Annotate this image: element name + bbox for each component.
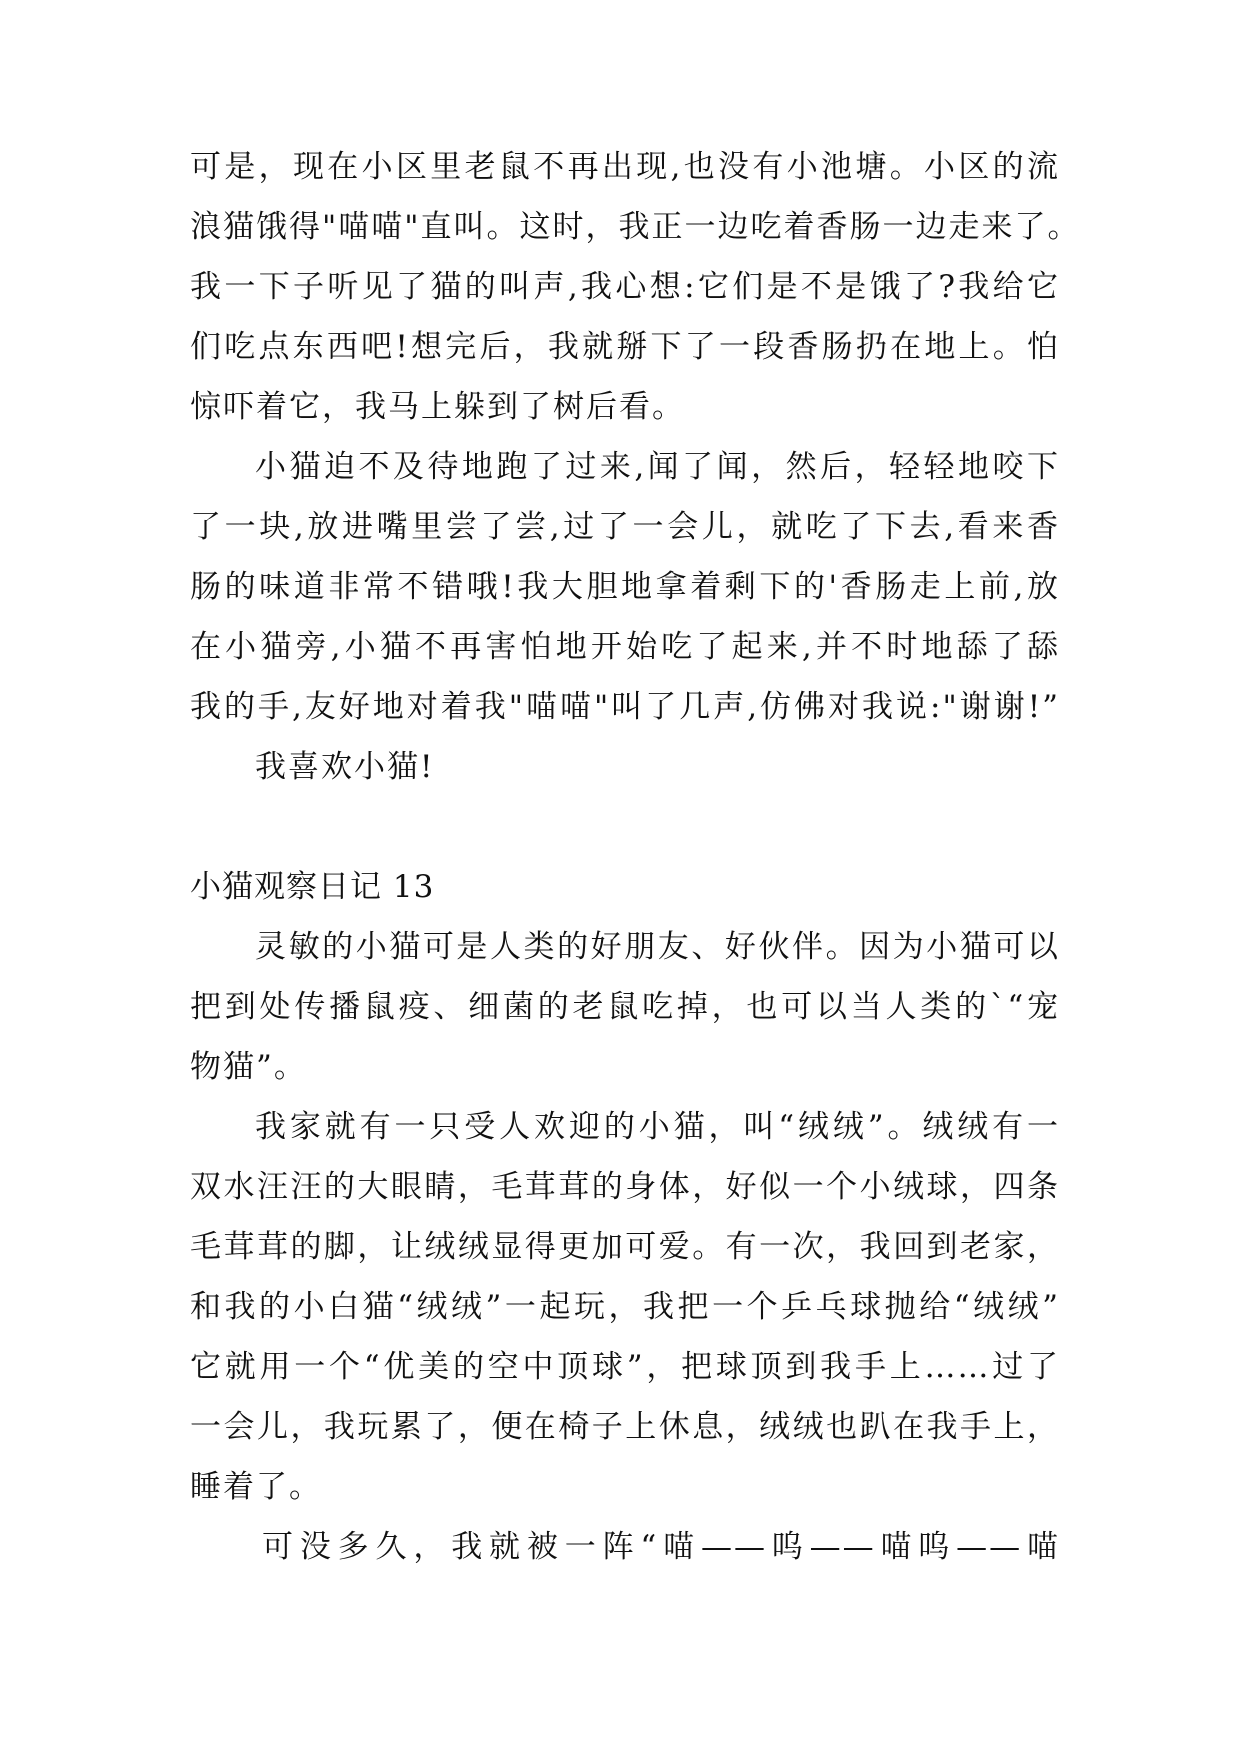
- paragraph-line: 可没多久，我就被一阵“喵——呜——喵呜——喵: [262, 1529, 1060, 1565]
- paragraph-line: 和我的小白猫“绒绒”一起玩，我把一个乒乓球抛给“绒绒”: [190, 1289, 1060, 1325]
- paragraph-line: 在小猫旁,小猫不再害怕地开始吃了起来,并不时地舔了舔: [190, 629, 1060, 665]
- paragraph-line: 它就用一个“优美的空中顶球”，把球顶到我手上……过了: [190, 1349, 1060, 1385]
- paragraph-line: 把到处传播鼠疫、细菌的老鼠吃掉，也可以当人类的`“宠: [190, 989, 1060, 1025]
- paragraph-line: 灵敏的小猫可是人类的好朋友、好伙伴。因为小猫可以: [255, 929, 1060, 965]
- paragraph-line: 物猫”。: [190, 1049, 307, 1085]
- paragraph-line: 了一块,放进嘴里尝了尝,过了一会儿，就吃了下去,看来香: [190, 509, 1060, 545]
- paragraph-line: 小猫迫不及待地跑了过来,闻了闻，然后，轻轻地咬下: [255, 449, 1060, 485]
- paragraph-line: 双水汪汪的大眼睛，毛茸茸的身体，好似一个小绒球，四条: [190, 1169, 1060, 1205]
- paragraph-line: 肠的味道非常不错哦!我大胆地拿着剩下的'香肠走上前,放: [190, 569, 1060, 605]
- paragraph-line: 我一下子听见了猫的叫声,我心想:它们是不是饿了?我给它: [190, 269, 1060, 305]
- paragraph-line: 毛茸茸的脚，让绒绒显得更加可爱。有一次，我回到老家，: [190, 1229, 1060, 1265]
- paragraph-line: 我家就有一只受人欢迎的小猫，叫“绒绒”。绒绒有一: [255, 1109, 1060, 1145]
- paragraph-line: 可是，现在小区里老鼠不再出现,也没有小池塘。小区的流: [190, 149, 1060, 185]
- paragraph-line: 我的手,友好地对着我"喵喵"叫了几声,仿佛对我说:"谢谢!”: [190, 689, 1060, 725]
- section-title: 小猫观察日记 13: [190, 869, 435, 905]
- paragraph-line: 浪猫饿得"喵喵"直叫。这时，我正一边吃着香肠一边走来了。: [190, 209, 1081, 245]
- paragraph-line: 睡着了。: [190, 1469, 322, 1505]
- paragraph-line: 惊吓着它，我马上躲到了树后看。: [190, 389, 685, 425]
- paragraph-line: 们吃点东西吧!想完后，我就掰下了一段香肠扔在地上。怕: [190, 329, 1060, 365]
- paragraph-line: 一会儿，我玩累了，便在椅子上休息，绒绒也趴在我手上，: [190, 1409, 1060, 1445]
- paragraph-line: 我喜欢小猫!: [255, 749, 435, 785]
